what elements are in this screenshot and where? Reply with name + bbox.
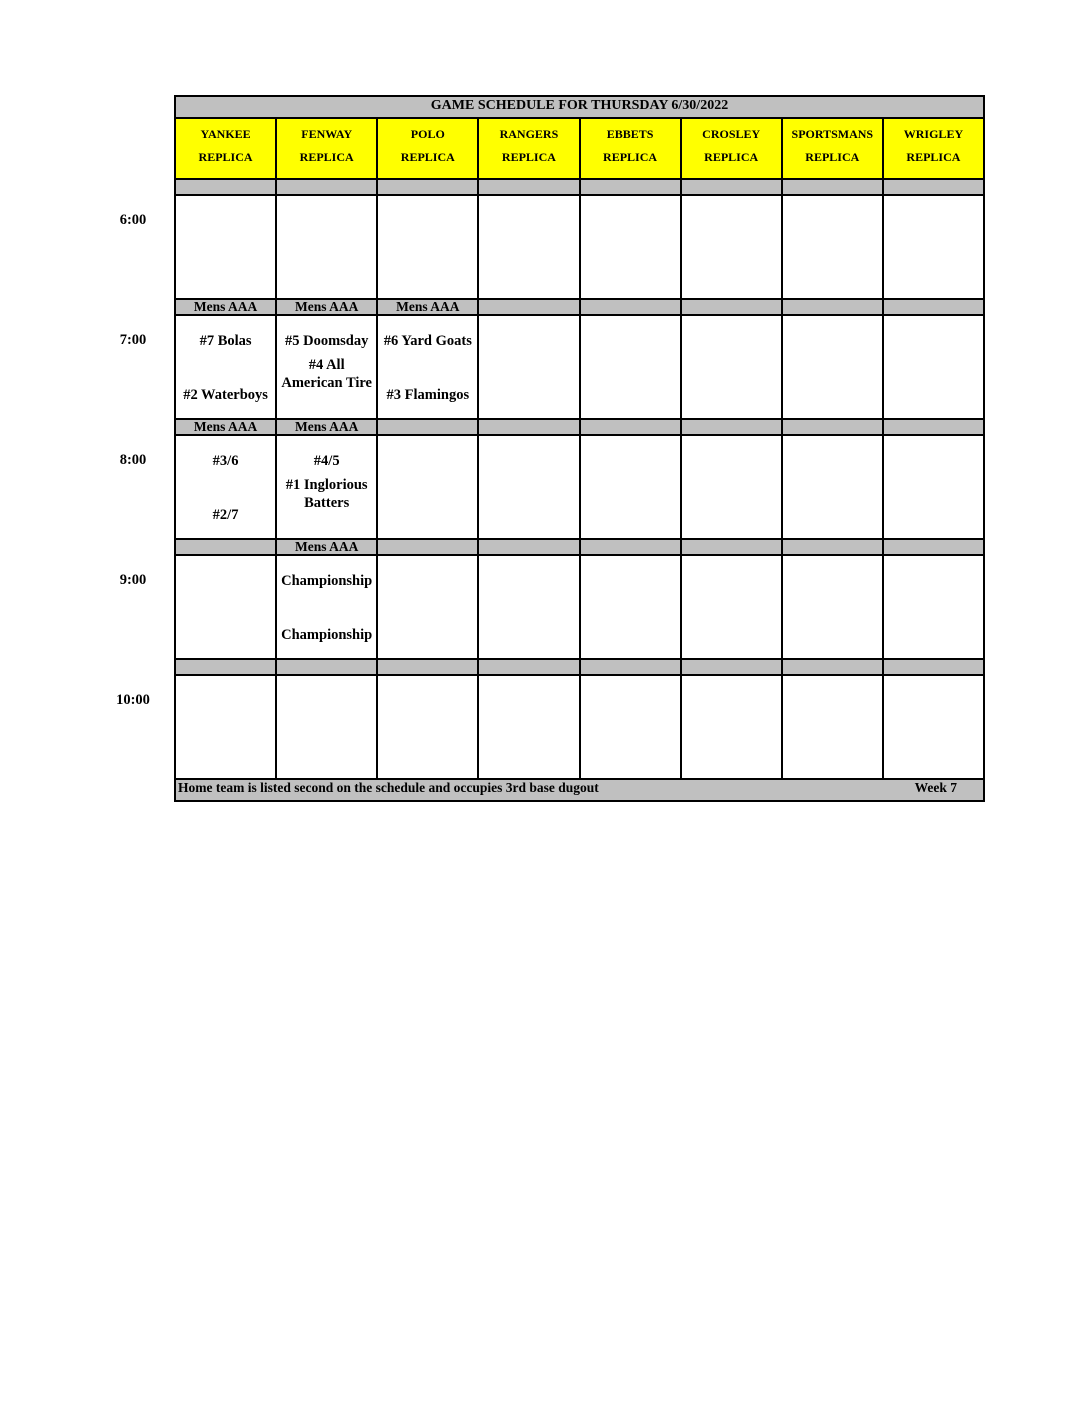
home-team (176, 608, 275, 626)
division-label (883, 419, 984, 435)
away-team (884, 676, 983, 728)
away-team (176, 676, 275, 728)
field-name: POLO (410, 127, 445, 141)
division-label (681, 299, 782, 315)
home-team (783, 488, 882, 506)
division-label (377, 539, 478, 555)
away-team (884, 436, 983, 488)
away-team (884, 556, 983, 608)
home-team (277, 728, 376, 746)
home-team (884, 608, 983, 626)
game-slot-row (175, 315, 984, 419)
home-team (581, 488, 680, 506)
game-cell (580, 675, 681, 779)
game-cell (782, 435, 883, 539)
game-slot-row (175, 675, 984, 779)
away-team (378, 436, 477, 488)
division-label (377, 659, 478, 675)
game-cell (681, 675, 782, 779)
division-label (883, 299, 984, 315)
time-label: 7:00 (119, 332, 147, 348)
division-label (580, 659, 681, 675)
field-header (175, 118, 276, 179)
field-header (681, 118, 782, 179)
game-cell (276, 675, 377, 779)
game-cell (478, 315, 579, 419)
field-header (478, 118, 579, 179)
division-label (580, 419, 681, 435)
game-cell (681, 555, 782, 659)
away-team (581, 556, 680, 608)
division-label (175, 539, 276, 555)
division-label (681, 539, 782, 555)
away-team (581, 316, 680, 368)
schedule-table (174, 95, 985, 802)
away-team: #4/5 (313, 453, 340, 469)
game-cell (175, 675, 276, 779)
game-cell (377, 315, 478, 419)
home-team: #3 Flamingos (386, 387, 470, 403)
division-label (478, 539, 579, 555)
home-team (378, 248, 477, 266)
game-cell (681, 315, 782, 419)
footer-cell (175, 779, 984, 801)
game-cell (276, 315, 377, 419)
division-row (175, 419, 984, 435)
time-slots (175, 179, 984, 779)
game-cell (175, 555, 276, 659)
schedule-title: GAME SCHEDULE FOR THURSDAY 6/30/2022 (175, 96, 984, 118)
away-team: #5 Doomsday (284, 333, 369, 349)
away-team (176, 556, 275, 608)
division-label (782, 179, 883, 195)
game-cell (782, 675, 883, 779)
away-team: Championship (281, 573, 373, 589)
home-team (378, 488, 477, 506)
field-header (782, 118, 883, 179)
division-label: Mens AAA (377, 299, 478, 315)
game-cell (478, 675, 579, 779)
away-team (277, 676, 376, 728)
away-team: #6 Yard Goats (383, 333, 472, 349)
division-row (175, 179, 984, 195)
away-team (783, 436, 882, 488)
time-label: 6:00 (119, 212, 147, 228)
game-cell (478, 195, 579, 299)
division-label (478, 419, 579, 435)
home-team: Championship (281, 627, 373, 643)
game-cell (883, 315, 984, 419)
home-team (884, 248, 983, 266)
home-team (783, 248, 882, 266)
home-team (682, 728, 781, 746)
field-header (580, 118, 681, 179)
field-name: CROSLEY (702, 127, 761, 141)
field-subtitle: REPLICA (400, 150, 455, 164)
away-team (682, 676, 781, 728)
away-team (783, 676, 882, 728)
game-cell (478, 435, 579, 539)
home-team (479, 488, 578, 506)
game-cell (782, 555, 883, 659)
away-team (479, 676, 578, 728)
field-header (883, 118, 984, 179)
home-team (884, 368, 983, 386)
division-row (175, 539, 984, 555)
field-subtitle: REPLICA (704, 150, 759, 164)
game-cell (883, 555, 984, 659)
game-cell (276, 555, 377, 659)
home-team (581, 728, 680, 746)
time-label: 9:00 (119, 572, 147, 588)
division-label (883, 659, 984, 675)
footer-row (175, 779, 984, 801)
game-cell (377, 555, 478, 659)
home-team (479, 248, 578, 266)
division-label (681, 659, 782, 675)
home-team (378, 608, 477, 626)
home-team (682, 488, 781, 506)
home-team-note: Home team is listed second on the schedule and occupies 3rd base dugout (178, 780, 599, 795)
field-name: EBBETS (606, 127, 654, 141)
away-team: #7 Bolas (199, 333, 252, 349)
home-team (884, 488, 983, 506)
game-cell (377, 195, 478, 299)
time-label: 8:00 (119, 452, 147, 468)
division-label (883, 179, 984, 195)
home-team (479, 608, 578, 626)
field-subtitle: REPLICA (603, 150, 658, 164)
division-label (377, 419, 478, 435)
away-team (277, 196, 376, 248)
week-label: Week 7 (914, 780, 957, 795)
away-team (378, 676, 477, 728)
field-header (276, 118, 377, 179)
division-label (782, 539, 883, 555)
field-name: WRIGLEY (903, 127, 964, 141)
division-label (580, 299, 681, 315)
time-label: 10:00 (116, 692, 150, 708)
division-label (681, 179, 782, 195)
division-label (175, 659, 276, 675)
home-team (277, 248, 376, 266)
division-label (681, 419, 782, 435)
away-team (682, 556, 781, 608)
field-subtitle: REPLICA (299, 150, 354, 164)
home-team (682, 248, 781, 266)
game-cell (478, 555, 579, 659)
away-team (378, 196, 477, 248)
away-team (479, 316, 578, 368)
division-label (580, 179, 681, 195)
game-cell (883, 195, 984, 299)
away-team (884, 316, 983, 368)
division-label (478, 179, 579, 195)
division-label (580, 539, 681, 555)
division-label (782, 419, 883, 435)
game-cell (782, 315, 883, 419)
game-cell (377, 675, 478, 779)
home-team (581, 248, 680, 266)
game-cell (175, 435, 276, 539)
home-team (682, 368, 781, 386)
division-label (478, 299, 579, 315)
field-name: SPORTSMANS (791, 127, 874, 141)
division-label (276, 179, 377, 195)
field-subtitle: REPLICA (501, 150, 556, 164)
field-header (377, 118, 478, 179)
game-slot-row (175, 195, 984, 299)
game-slot-row (175, 435, 984, 539)
home-team: #2 Waterboys (183, 387, 268, 403)
game-cell (175, 315, 276, 419)
away-team (783, 196, 882, 248)
home-team: #4 All American Tire (281, 357, 372, 391)
away-team (581, 676, 680, 728)
home-team (884, 728, 983, 746)
division-row (175, 299, 984, 315)
away-team (783, 556, 882, 608)
division-label (883, 539, 984, 555)
home-team (783, 368, 882, 386)
game-cell (883, 675, 984, 779)
away-team (479, 196, 578, 248)
game-cell (175, 195, 276, 299)
game-cell (681, 435, 782, 539)
division-label: Mens AAA (175, 299, 276, 315)
game-cell (580, 435, 681, 539)
division-label: Mens AAA (175, 419, 276, 435)
away-team (783, 316, 882, 368)
game-cell (276, 435, 377, 539)
game-slot-row (175, 555, 984, 659)
division-label (276, 659, 377, 675)
field-name: YANKEE (200, 127, 251, 141)
division-label: Mens AAA (276, 299, 377, 315)
field-subtitle: REPLICA (805, 150, 860, 164)
game-cell (276, 195, 377, 299)
away-team (682, 316, 781, 368)
division-label: Mens AAA (276, 419, 377, 435)
home-team (682, 608, 781, 626)
away-team: #3/6 (212, 453, 239, 469)
away-team (479, 556, 578, 608)
field-subtitle: REPLICA (198, 150, 253, 164)
field-header-row (175, 118, 984, 179)
division-label (478, 659, 579, 675)
game-cell (681, 195, 782, 299)
home-team: #2/7 (212, 507, 239, 523)
title-row (175, 96, 984, 118)
game-cell (782, 195, 883, 299)
division-label (377, 179, 478, 195)
away-team (682, 196, 781, 248)
division-row (175, 659, 984, 675)
home-team (378, 728, 477, 746)
away-team (479, 436, 578, 488)
division-label (175, 179, 276, 195)
away-team (176, 196, 275, 248)
division-label: Mens AAA (276, 539, 377, 555)
division-label (782, 659, 883, 675)
home-team: #1 Inglorious Batters (285, 477, 368, 511)
field-name: RANGERS (499, 127, 559, 141)
game-cell (580, 195, 681, 299)
away-team (581, 436, 680, 488)
away-team (884, 196, 983, 248)
home-team (783, 728, 882, 746)
home-team (783, 608, 882, 626)
home-team (479, 728, 578, 746)
home-team (581, 608, 680, 626)
home-team (176, 728, 275, 746)
game-cell (377, 435, 478, 539)
game-cell (580, 555, 681, 659)
away-team (682, 436, 781, 488)
home-team (479, 368, 578, 386)
field-name: FENWAY (301, 127, 353, 141)
game-cell (580, 315, 681, 419)
game-cell (883, 435, 984, 539)
home-team (581, 368, 680, 386)
home-team (176, 248, 275, 266)
division-label (782, 299, 883, 315)
field-subtitle: REPLICA (906, 150, 961, 164)
away-team (378, 556, 477, 608)
away-team (581, 196, 680, 248)
